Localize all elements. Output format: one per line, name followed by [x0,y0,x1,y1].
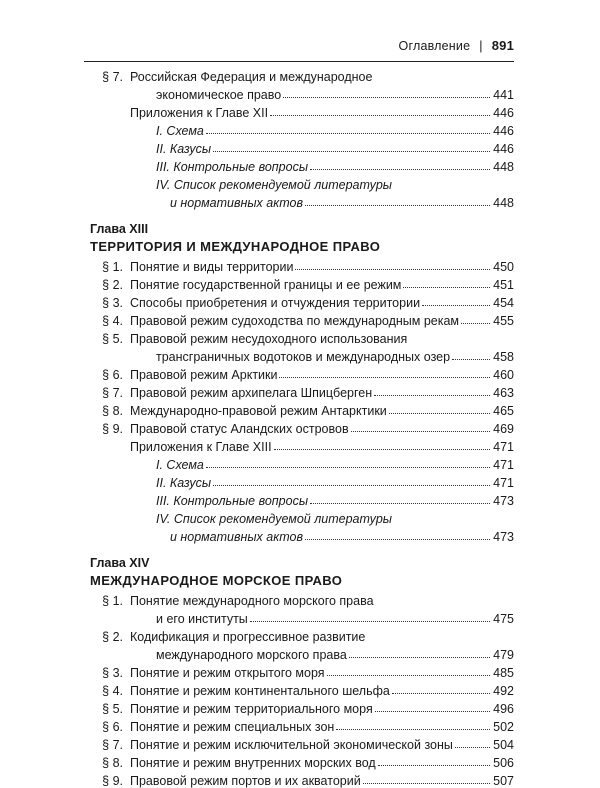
leader-dots [279,377,490,378]
leader-dots [336,729,490,730]
leader-dots [452,359,490,360]
toc-entry-ch13-lit-line1[interactable]: IV. Список рекомендуемой литературы [156,512,393,526]
toc-entry-ch12-appendix[interactable]: Приложения к Главе XII 446 [130,106,514,120]
chapter-14-title[interactable]: МЕЖДУНАРОДНОЕ МОРСКОЕ ПРАВО [90,573,343,588]
toc-entry-ch13-s9[interactable]: § 9. Правовой статус Аландских островов 469 [102,422,514,436]
table-of-contents [90,66,514,788]
leader-dots [389,413,490,414]
toc-entry-ch13-lit-line2[interactable]: и нормативных актов 473 [170,530,514,544]
chapter-14-label: Глава XIV [90,556,150,570]
leader-dots [375,711,490,712]
page-number: 891 [491,38,514,53]
toc-entry-ch13-s1[interactable]: § 1. Понятие и виды территории 450 [102,260,514,274]
header-separator: | [479,38,483,53]
toc-entry-ch13-appendix[interactable]: Приложения к Главе XIII 471 [130,440,514,454]
leader-dots [305,205,490,206]
leader-dots [363,783,490,784]
leader-dots [461,323,490,324]
toc-entry-ch14-s2-line2[interactable]: международного морского права 479 [156,648,514,662]
toc-entry-ch13-s6[interactable]: § 6. Правовой режим Арктики 460 [102,368,514,382]
leader-dots [274,449,490,450]
leader-dots [422,305,490,306]
leader-dots [349,657,490,658]
toc-entry-ch14-s2-line1[interactable]: § 2. Кодификация и прогрессивное развитие [102,630,366,644]
leader-dots [295,269,490,270]
leader-dots [310,503,490,504]
toc-entry-ch12-sub-3[interactable]: III. Контрольные вопросы 448 [156,160,514,174]
toc-entry-ch14-s6[interactable]: § 6. Понятие и режим специальных зон 502 [102,720,514,734]
toc-entry-ch14-s7[interactable]: § 7. Понятие и режим исключительной экономической зоны 504 [102,738,514,752]
toc-entry-ch14-s8[interactable]: § 8. Понятие и режим внутренних морских вод 506 [102,756,514,770]
leader-dots [327,675,490,676]
leader-dots [455,747,490,748]
toc-entry-ch13-s3[interactable]: § 3. Способы приобретения и отчуждения территории 454 [102,296,514,310]
toc-entry-ch13-s2[interactable]: § 2. Понятие государственной границы и ее режим 451 [102,278,514,292]
toc-entry-ch14-s5[interactable]: § 5. Понятие и режим территориального моря 496 [102,702,514,716]
header-rule [84,61,514,62]
leader-dots [213,485,490,486]
toc-entry-ch14-s3[interactable]: § 3. Понятие и режим открытого моря 485 [102,666,514,680]
section-name: Оглавление [398,38,471,53]
leader-dots [351,431,490,432]
toc-entry-ch13-s8[interactable]: § 8. Международно-правовой режим Антарктики 465 [102,404,514,418]
toc-entry-ch12-s7-line1[interactable]: § 7. Российская Федерация и международное [102,70,373,84]
leader-dots [378,765,490,766]
leader-dots [305,539,490,540]
leader-dots [250,621,490,622]
leader-dots [270,115,490,116]
leader-dots [310,169,490,170]
toc-entry-ch12-s7-line2[interactable]: экономическое право 441 [156,88,514,102]
toc-entry-ch13-sub-2[interactable]: II. Казусы 471 [156,476,514,490]
toc-entry-ch13-s5-line1[interactable]: § 5. Правовой режим несудоходного использования [102,332,408,346]
toc-entry-ch14-s1-line1[interactable]: § 1. Понятие международного морского права [102,594,374,608]
leader-dots [283,97,490,98]
toc-entry-ch14-s1-line2[interactable]: и его институты 475 [156,612,514,626]
chapter-13-title[interactable]: ТЕРРИТОРИЯ И МЕЖДУНАРОДНОЕ ПРАВО [90,239,381,254]
leader-dots [213,151,490,152]
toc-entry-ch12-lit-line1[interactable]: IV. Список рекомендуемой литературы [156,178,393,192]
leader-dots [392,693,490,694]
leader-dots [403,287,490,288]
chapter-13-label: Глава XIII [90,222,149,236]
toc-entry-ch13-s4[interactable]: § 4. Правовой режим судоходства по международным рекам 455 [102,314,514,328]
running-head [399,38,514,53]
toc-entry-ch12-lit-line2[interactable]: и нормативных актов 448 [170,196,514,210]
toc-entry-ch14-s9[interactable]: § 9. Правовой режим портов и их акваторий 507 [102,774,514,788]
toc-entry-ch12-sub-1[interactable]: I. Схема 446 [156,124,514,138]
toc-entry-ch14-s4[interactable]: § 4. Понятие и режим континентального шельфа 492 [102,684,514,698]
toc-entry-ch13-sub-1[interactable]: I. Схема 471 [156,458,514,472]
leader-dots [206,467,490,468]
toc-entry-ch13-s5-line2[interactable]: трансграничных водотоков и международных озер 458 [156,350,514,364]
toc-entry-ch13-sub-3[interactable]: III. Контрольные вопросы 473 [156,494,514,508]
toc-entry-ch12-sub-2[interactable]: II. Казусы 446 [156,142,514,156]
toc-entry-ch13-s7[interactable]: § 7. Правовой режим архипелага Шпицберген 463 [102,386,514,400]
leader-dots [374,395,490,396]
leader-dots [206,133,490,134]
